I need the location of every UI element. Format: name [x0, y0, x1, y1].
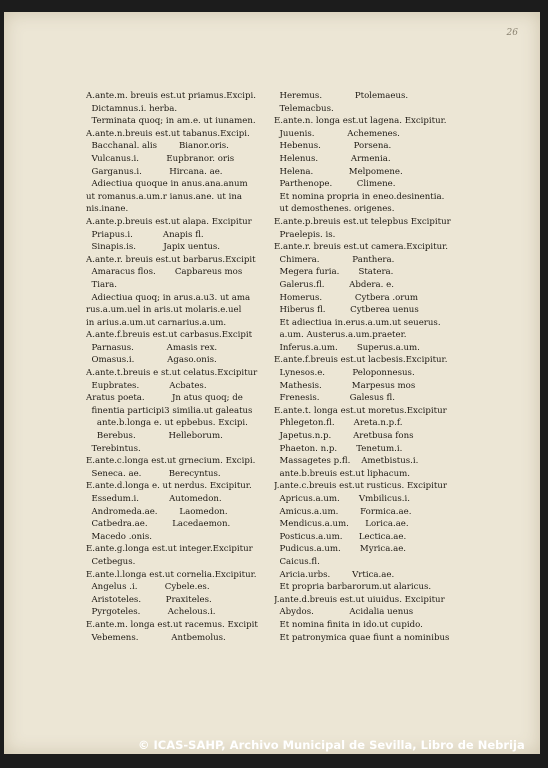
text-line: E.ante.g.longa est.ut integer.Excipitur — [86, 544, 253, 555]
text-line: E.ante.c.longa est.ut grnecium. Excipi. — [86, 456, 256, 467]
text-line: Juuenis. Achemenes. — [274, 128, 400, 139]
text-line: A.ante.f.breuis est.ut carbasus.Excipit — [86, 330, 253, 341]
text-line: Tiara. — [86, 279, 118, 290]
text-line: Amicus.a.um. Formica.ae. — [274, 506, 412, 517]
text-line: Sinapis.is. Japix uentus. — [86, 242, 221, 253]
text-line: Abydos. Acidalia uenus — [274, 607, 414, 618]
text-line: Et adiectiua in.erus.a.um.ut seuerus. — [274, 317, 441, 328]
text-line: in arius.a.um.ut carnarius.a.um. — [86, 317, 227, 328]
text-line: Parnasus. Amasis rex. — [86, 342, 218, 353]
text-line: Telemacbus. — [274, 103, 334, 114]
text-line: Phlegeton.fl. Areta.n.p.f. — [274, 418, 403, 429]
text-line: Apricus.a.um. Vmbilicus.i. — [274, 494, 410, 504]
text-line: Homerus. Cytbera .orum — [274, 292, 419, 303]
text-line: Posticus.a.um. Lectica.ae. — [274, 531, 407, 542]
text-line: Megera furia. Statera. — [274, 267, 394, 278]
text-line: E.ante.d.longa e. ut nerdus. Excipitur. — [86, 481, 252, 492]
text-line: Garganus.i. Hircana. ae. — [86, 166, 223, 177]
text-line: Hebenus. Porsena. — [274, 141, 392, 152]
text-line: Terebintus. — [86, 443, 141, 454]
text-line: Angelus .i. Cybele.es. — [86, 582, 210, 593]
text-line: Frenesis. Galesus fl. — [274, 393, 395, 404]
text-line: Chimera. Panthera. — [274, 254, 395, 265]
text-line: Adiectiua quoque in anus.ana.anum — [86, 179, 248, 190]
text-line: A.ante.p.breuis est.ut alapa. Excipitur — [86, 216, 252, 227]
text-line: nis.inane. — [86, 204, 129, 215]
text-line: Vebemens. Antbemolus. — [86, 632, 226, 643]
text-line: E.ante.r. breuis est.ut camera.Excipitur. — [274, 242, 449, 253]
text-line: E.ante.m. longa est.ut racemus. Excipit — [86, 619, 258, 630]
text-line: Et nomina finita in ido.ut cupido. — [274, 619, 423, 630]
text-line: Aratus poeta. Jn atus quoq; de — [86, 393, 243, 404]
text-line: Japetus.n.p. Aretbusa fons — [274, 431, 414, 442]
text-line: Adiectiua quoq; in arus.a.u3. ut ama — [86, 292, 251, 303]
text-line: J.ante.d.breuis est.ut uiuidus. Excipitur — [274, 594, 445, 605]
right-text-column — [274, 90, 474, 644]
text-line: Omasus.i. Agaso.onis. — [86, 355, 217, 366]
text-line: finentia participi3 similia.ut galeatus — [86, 405, 253, 416]
text-line: Priapus.i. Anapis fl. — [86, 229, 204, 240]
text-line: E.ante.l.longa est.ut cornelia.Excipitur. — [86, 569, 257, 580]
text-line: J.ante.c.breuis est.ut rusticus. Excipitur — [274, 481, 448, 492]
text-line: A.ante.r. breuis est.ut barbarus.Excipit — [86, 254, 256, 265]
text-line: Et patronymica quae fiunt a nominibus — [274, 632, 450, 643]
text-line: Eupbrates. Acbates. — [86, 380, 207, 391]
text-line: Bacchanal. alis Bianor.oris. — [86, 141, 229, 152]
text-line: Andromeda.ae. Laomedon. — [86, 506, 228, 517]
text-line: Inferus.a.um. Superus.a.um. — [274, 342, 420, 353]
text-line: Parthenope. Climene. — [274, 179, 396, 190]
text-line: Pudicus.a.um. Myrica.ae. — [274, 544, 407, 555]
text-line: rus.a.um.uel in aris.ut molaris.e.uel — [86, 305, 242, 316]
text-line: Amaracus flos. Capbareus mos — [86, 267, 243, 278]
text-line: Mathesis. Marpesus mos — [274, 380, 416, 391]
text-line: Aricia.urbs. Vrtica.ae. — [274, 569, 395, 580]
text-line: Helenus. Armenia. — [274, 153, 391, 164]
text-line: Essedum.i. Automedon. — [86, 494, 222, 504]
text-line: a.um. Austerus.a.um.praeter. — [274, 330, 407, 341]
text-line: E.ante.p.breuis est.ut telepbus Excipitur — [274, 216, 451, 227]
text-line: ante.b.longa e. ut epbebus. Excipi. — [86, 418, 248, 429]
copyright-notice: © ICAS-SAHP, Archivo Municipal de Sevilla, Libro de Nebrija — [138, 738, 525, 752]
text-line: ante.b.breuis est.ut liphacum. — [274, 468, 411, 479]
text-line: E.ante.n. longa est.ut lagena. Excipitur. — [274, 116, 447, 127]
text-line: Hiberus fl. Cytberea uenus — [274, 305, 419, 316]
text-line: ut romanus.a.um.r ianus.ane. ut ina — [86, 191, 243, 202]
text-line: Vulcanus.i. Eupbranor. oris — [86, 153, 235, 164]
text-line: Seneca. ae. Berecyntus. — [86, 468, 221, 479]
text-line: ut demosthenes. origenes. — [274, 204, 395, 215]
left-text-column — [86, 90, 271, 644]
text-line: Phaeton. n.p. Tenetum.i. — [274, 443, 403, 454]
text-line: Helena. Melpomene. — [274, 166, 403, 177]
text-line: Massagetes p.fl. Ametbistus.i. — [274, 456, 419, 467]
text-line: Praelepis. is. — [274, 229, 336, 240]
text-line: Terminata quoq; in am.e. ut iunamen. — [86, 116, 256, 127]
text-line: Heremus. Ptolemaeus. — [274, 91, 409, 101]
text-line: Catbedra.ae. Lacedaemon. — [86, 519, 231, 530]
text-line: Berebus. Helleborum. — [86, 431, 223, 442]
text-line: Et nomina propria in eneo.desinentia. — [274, 191, 445, 202]
text-line: E.ante.t. longa est.ut moretus.Excipitur — [274, 405, 447, 416]
text-line: Pyrgoteles. Achelous.i. — [86, 607, 216, 618]
text-line: Macedo .onis. — [86, 531, 153, 542]
text-line: E.ante.f.breuis est.ut lacbesis.Excipitur. — [274, 355, 448, 366]
text-line: Aristoteles. Praxiteles. — [86, 594, 212, 605]
text-line: A.ante.m. breuis est.ut priamus.Excipi. — [86, 91, 256, 101]
text-line: Galerus.fl. Abdera. e. — [274, 279, 394, 290]
text-line: A.ante.n.breuis est.ut tabanus.Excipi. — [86, 128, 250, 139]
text-line: Et propria barbarorum.ut alaricus. — [274, 582, 432, 593]
book-page — [4, 12, 540, 754]
text-line: Dictamnus.i. herba. — [86, 103, 178, 114]
text-line: A.ante.t.breuis e st.ut celatus.Excipitur — [86, 368, 258, 379]
text-line: Caicus.fl. — [274, 556, 320, 567]
text-line: Mendicus.a.um. Lorica.ae. — [274, 519, 409, 530]
folio-number: 26 — [506, 28, 518, 38]
text-line: Cetbegus. — [86, 556, 136, 567]
text-line: Lynesos.e. Peloponnesus. — [274, 368, 415, 379]
